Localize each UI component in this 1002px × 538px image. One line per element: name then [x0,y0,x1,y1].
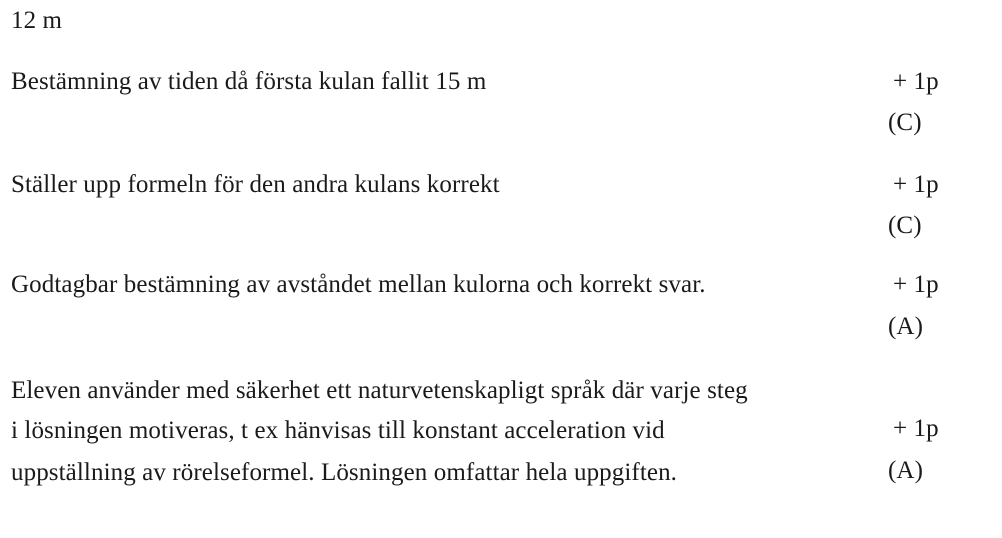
answer-text: 12 m [11,7,63,34]
criterion-1-text: Bestämning av tiden då första kulan fallit 15 m [11,68,487,95]
criterion-1-level: (C) [888,109,922,136]
criterion-1-points: + 1p [893,68,939,95]
criterion-4-points: + 1p [893,415,939,442]
criterion-3-points: + 1p [893,271,939,298]
criterion-3-text: Godtagbar bestämning av avståndet mellan kulorna och korrekt svar. [11,271,706,298]
criterion-2-text: Ställer upp formeln för den andra kulans korrekt [11,171,500,198]
criterion-4-text-line-1: Eleven använder med säkerhet ett naturvetenskapligt språk där varje steg [11,377,748,404]
criterion-4-text-line-3: uppställning av rörelseformel. Lösningen omfattar hela uppgiften. [11,459,678,486]
criterion-3-level: (A) [888,313,924,340]
criterion-4-level: (A) [888,457,924,484]
criterion-2-points: + 1p [893,171,939,198]
criterion-2-level: (C) [888,212,922,239]
criterion-4-text-line-2: i lösningen motiveras, t ex hänvisas till konstant acceleration vid [11,417,665,444]
